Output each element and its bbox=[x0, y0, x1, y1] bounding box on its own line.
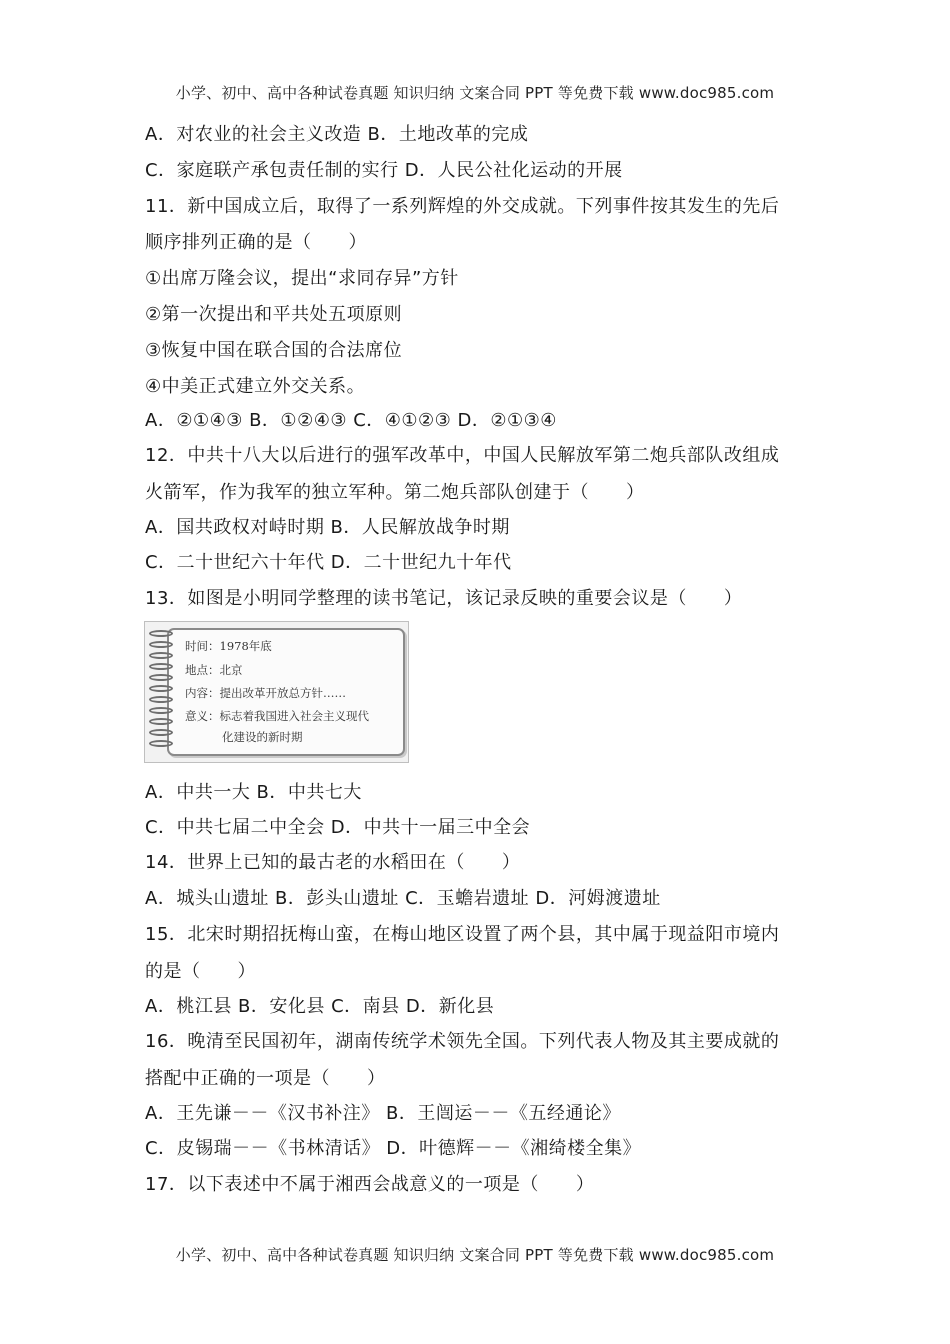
question-stem-line: 16．晚清至民国初年，湖南传统学术领先全国。下列代表人物及其主要成就的 bbox=[145, 1031, 780, 1052]
reading-notes-figure bbox=[144, 621, 409, 763]
question-stem-line: 15．北宋时期招抚梅山蛮，在梅山地区设置了两个县，其中属于现益阳市境内 bbox=[145, 924, 780, 945]
notebook-meaning: 意义：标志着我国进入社会主义现代 bbox=[185, 709, 369, 723]
question-stem-line: 顺序排列正确的是（ ） bbox=[145, 232, 367, 253]
question-stem-line: 17．以下表述中不属于湘西会战意义的一项是（ ） bbox=[145, 1174, 595, 1195]
question-option-line: A．城头山遗址 B．彭头山遗址 C．玉蟾岩遗址 D．河姆渡遗址 bbox=[145, 888, 661, 909]
question-option-line: A．桃江县 B．安化县 C．南县 D．新化县 bbox=[145, 996, 495, 1017]
question-option-line: C．二十世纪六十年代 D．二十世纪九十年代 bbox=[145, 552, 512, 573]
notebook-place: 地点：北京 bbox=[185, 663, 243, 677]
question-item-line: ②第一次提出和平共处五项原则 bbox=[145, 304, 403, 325]
question-item-line: ①出席万隆会议，提出“求同存异”方针 bbox=[145, 268, 459, 289]
page-header: 小学、初中、高中各种试卷真题 知识归纳 文案合同 PPT 等免费下载 www.doc985.com bbox=[175, 84, 775, 102]
question-stem-line: 搭配中正确的一项是（ ） bbox=[145, 1068, 386, 1089]
question-stem-line: 火箭军，作为我军的独立军种。第二炮兵部队创建于（ ） bbox=[145, 482, 645, 503]
question-option-line: C．中共七届二中全会 D．中共十一届三中全会 bbox=[145, 817, 531, 838]
notebook-content: 内容：提出改革开放总方针…… bbox=[185, 686, 346, 700]
question-option-line: A．对农业的社会主义改造 B．土地改革的完成 bbox=[145, 124, 529, 145]
notebook-time: 时间：1978年底 bbox=[185, 639, 272, 653]
question-stem-line: 12．中共十八大以后进行的强军改革中，中国人民解放军第二炮兵部队改组成 bbox=[145, 445, 780, 466]
spiral-binding-icon bbox=[149, 630, 179, 756]
question-option-line: C．家庭联产承包责任制的实行 D．人民公社化运动的开展 bbox=[145, 160, 623, 181]
question-option-line: A．王先谦－－《汉书补注》 B．王闿运－－《五经通论》 bbox=[145, 1103, 621, 1124]
question-stem-line: 13．如图是小明同学整理的读书笔记，该记录反映的重要会议是（ ） bbox=[145, 588, 743, 609]
question-item-line: ④中美正式建立外交关系。 bbox=[145, 376, 366, 397]
question-stem-line: 14．世界上已知的最古老的水稻田在（ ） bbox=[145, 852, 521, 873]
question-stem-line: 11．新中国成立后，取得了一系列辉煌的外交成就。下列事件按其发生的先后 bbox=[145, 196, 780, 217]
question-option-line: C．皮锡瑞－－《书林清话》 D．叶德辉－－《湘绮楼全集》 bbox=[145, 1138, 642, 1159]
page-footer: 小学、初中、高中各种试卷真题 知识归纳 文案合同 PPT 等免费下载 www.doc985.com bbox=[175, 1246, 775, 1264]
question-option-line: A．②①④③ B．①②④③ C．④①②③ D．②①③④ bbox=[145, 410, 557, 431]
question-stem-line: 的是（ ） bbox=[145, 961, 256, 982]
notebook-meaning-continued: 化建设的新时期 bbox=[222, 730, 303, 744]
question-option-line: A．国共政权对峙时期 B．人民解放战争时期 bbox=[145, 517, 510, 538]
question-item-line: ③恢复中国在联合国的合法席位 bbox=[145, 340, 403, 361]
question-option-line: A．中共一大 B．中共七大 bbox=[145, 782, 362, 803]
